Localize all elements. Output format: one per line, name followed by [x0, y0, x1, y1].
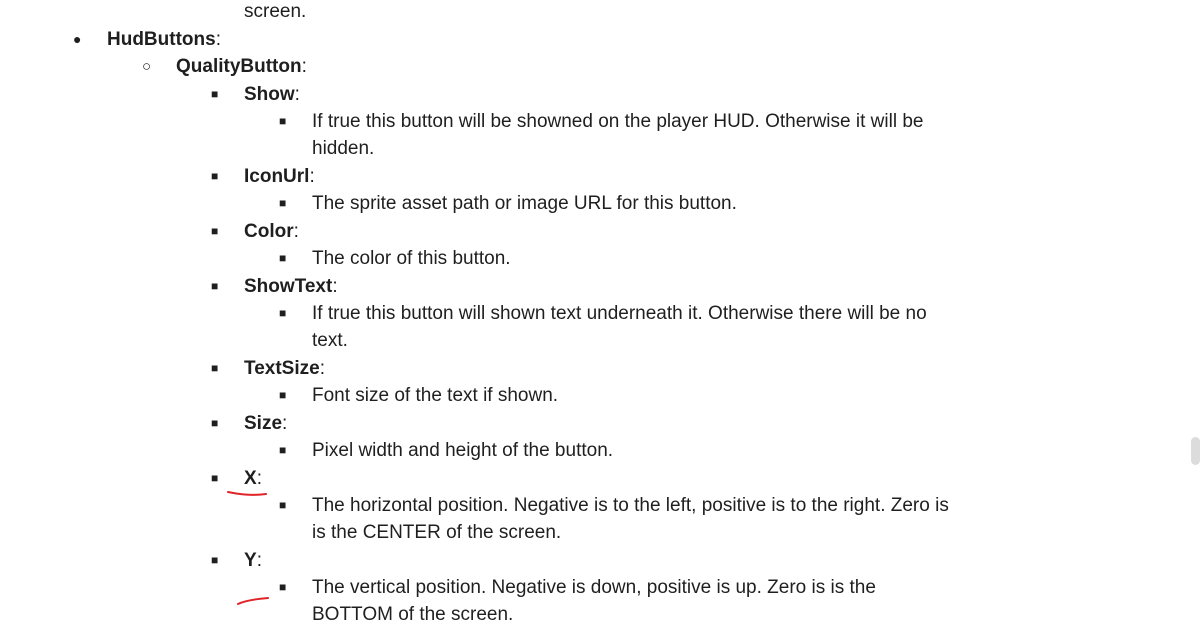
square-bullet-icon: ■ — [211, 553, 219, 567]
square-bullet-icon: ■ — [211, 279, 219, 293]
property-icon-url: IconUrl: — [244, 166, 315, 187]
square-bullet-icon: ■ — [279, 443, 287, 457]
list-item-hud-buttons: HudButtons: — [107, 29, 221, 50]
property-text-size: TextSize: — [244, 358, 325, 379]
square-bullet-icon: ■ — [279, 306, 287, 320]
square-bullet-icon: ■ — [211, 224, 219, 238]
property-x: X: — [244, 468, 262, 489]
property-show-desc-line-2: hidden. — [312, 138, 375, 159]
property-size: Size: — [244, 413, 288, 434]
property-show-text: ShowText: — [244, 276, 338, 297]
property-y-desc-line-2: BOTTOM of the screen. — [312, 604, 514, 625]
property-x-desc-line-1: The horizontal position. Negative is to the left, positive is to the right. Zero is — [312, 495, 949, 516]
term-hud-buttons: HudButtons — [107, 29, 216, 50]
property-show: Show: — [244, 84, 300, 105]
property-size-desc: Pixel width and height of the button. — [312, 440, 614, 461]
property-show-text-desc-line-2: text. — [312, 330, 348, 351]
property-color-desc: The color of this button. — [312, 248, 511, 269]
intro-text-tail: screen. — [244, 1, 307, 22]
square-bullet-icon: ■ — [211, 169, 219, 183]
square-bullet-icon: ■ — [279, 498, 287, 512]
property-y: Y: — [244, 550, 262, 571]
property-y-desc-line-1: The vertical position. Negative is down, positive is up. Zero is is the — [312, 577, 876, 598]
scrollbar-thumb[interactable] — [1191, 437, 1200, 465]
property-text-size-desc: Font size of the text if shown. — [312, 385, 559, 406]
square-bullet-icon: ■ — [211, 471, 219, 485]
square-bullet-icon: ■ — [211, 87, 219, 101]
property-color: Color: — [244, 221, 299, 242]
property-icon-url-desc: The sprite asset path or image URL for this button. — [312, 193, 737, 214]
circle-bullet-icon: ○ — [142, 58, 152, 75]
square-bullet-icon: ■ — [211, 416, 219, 430]
square-bullet-icon: ■ — [279, 196, 287, 210]
square-bullet-icon: ■ — [279, 580, 287, 594]
ink-underline-x-mark — [228, 492, 266, 495]
property-show-text-desc-line-1: If true this button will shown text underneath it. Otherwise there will be no — [312, 303, 927, 324]
term-quality-button: QualityButton — [176, 56, 302, 77]
square-bullet-icon: ■ — [279, 388, 287, 402]
square-bullet-icon: ■ — [279, 251, 287, 265]
property-show-desc-line-1: If true this button will be showned on the player HUD. Otherwise it will be — [312, 111, 924, 132]
disc-bullet-icon: ● — [73, 31, 82, 47]
square-bullet-icon: ■ — [279, 114, 287, 128]
ink-underline-y-mark — [238, 598, 268, 604]
square-bullet-icon: ■ — [211, 361, 219, 375]
list-item-quality-button: QualityButton: — [176, 56, 307, 77]
property-x-desc-line-2: is the CENTER of the screen. — [312, 522, 562, 543]
